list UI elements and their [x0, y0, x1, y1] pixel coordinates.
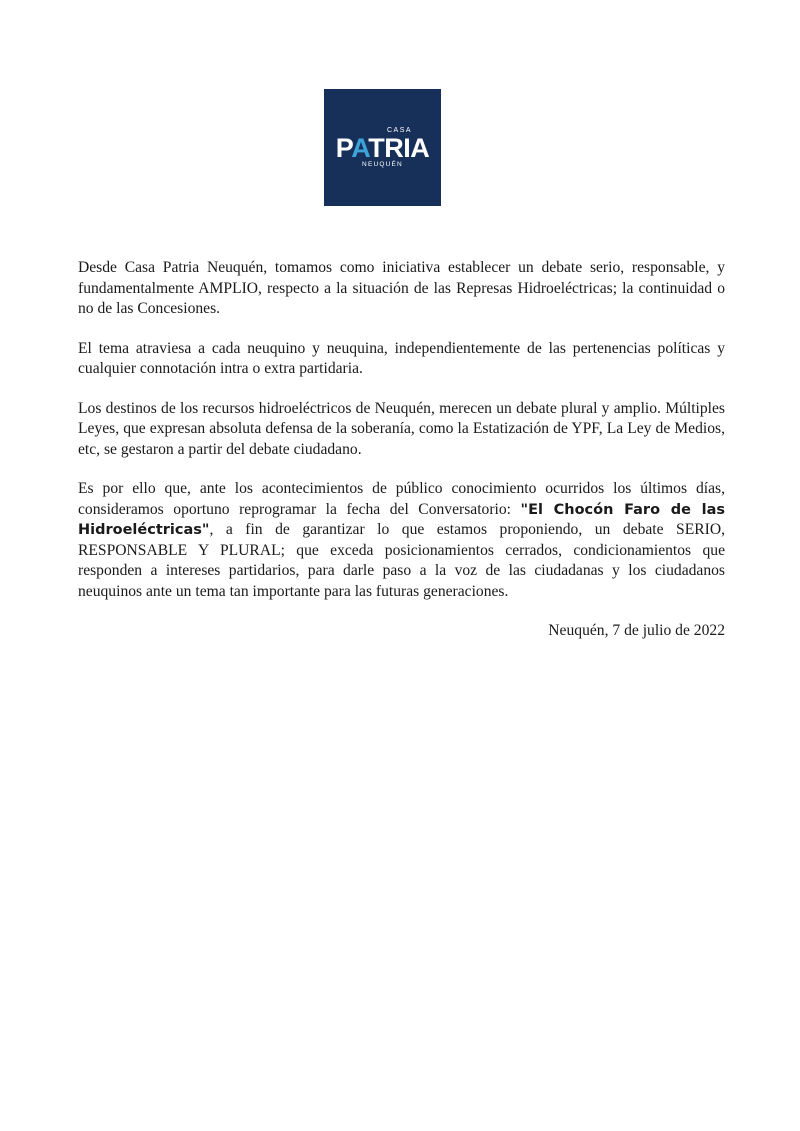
paragraph-theme: El tema atraviesa a cada neuquino y neuquina, independientemente de las pertenencias políticas y cualquier connotación intra o extra partidaria. — [78, 339, 725, 377]
reschedule-text-post: , a fin de garantizar lo que estamos proponiendo, un debate SERIO, RESPONSABLE Y PLURAL; que exceda posicionamientos cerrados, condicionamientos que responden a intereses partidarios, para darle paso a la voz de las ciudadanas y los ciudadanos neuquinos ante un tema tan importante para las futuras generaciones. — [78, 521, 725, 600]
paragraph-intro: Desde Casa Patria Neuquén, tomamos como iniciativa establecer un debate serio, responsable, y fundamentalmente AMPLIO, respecto a la situación de las Represas Hidroeléctricas; la continuidad o no de las Concesiones. — [78, 259, 725, 317]
logo-casa-text: CASA — [386, 126, 413, 134]
paragraph-reschedule — [78, 479, 725, 602]
reschedule-text-pre: Es por ello que, ante los acontecimientos de público conocimiento ocurridos los últimos días, consideramos oportuno reprogramar la fecha del Conversatorio: — [78, 480, 725, 518]
logo-neuquen-text: NEUQUÉN — [362, 160, 403, 168]
logo-letter-p: P — [335, 132, 352, 163]
logo-letters-tria: TRIA — [368, 132, 430, 163]
logo-patria-text — [335, 132, 430, 163]
signature-date: Neuquén, 7 de julio de 2022 — [548, 622, 725, 639]
event-title: "El Chocón Faro de las Hidroeléctricas" — [78, 501, 725, 538]
document-body — [78, 258, 725, 661]
paragraph-resources: Los destinos de los recursos hidroeléctricos de Neuquén, merecen un debate plural y amplio. Múltiples Leyes, que expresan absoluta defensa de la soberanía, como la Estatización de YPF, La Ley de Medios, etc, se gestaron a partir del debate ciudadano. — [78, 399, 725, 458]
casa-patria-logo — [324, 89, 441, 206]
logo-letter-a-accent: A — [351, 132, 369, 163]
